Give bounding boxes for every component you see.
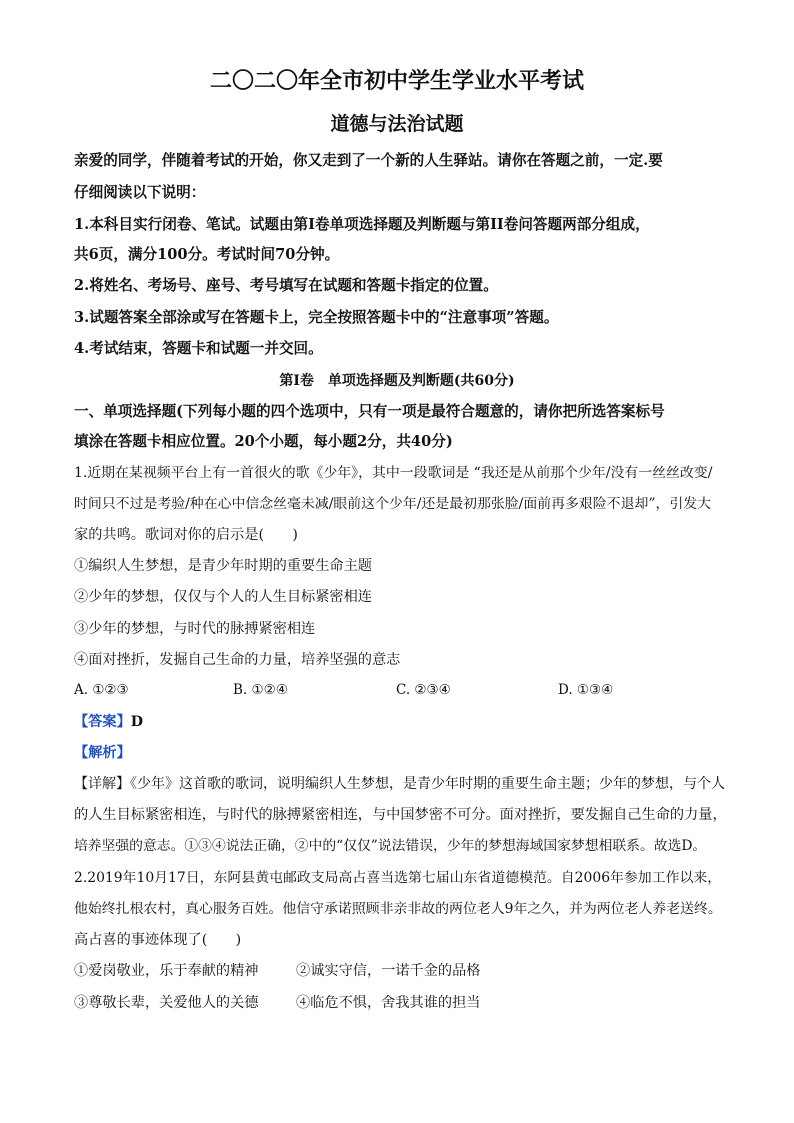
section-heading: 第Ⅰ卷 单项选择题及判断题(共60分)	[279, 373, 515, 389]
q1-answer-line	[74, 712, 143, 732]
detail-tag: 【详解】	[74, 776, 130, 792]
q1-option-d: D. ①③④	[558, 682, 614, 698]
q1-stem-line-3: 家的共鸣。歌词对你的启示是( )	[74, 527, 298, 543]
detail-text-1: 《少年》这首歌的歌词，说明编织人生梦想，是青少年时期的重要生命主题；少年的梦想，与个人	[130, 776, 725, 792]
q2-stem-line-1: 2.2019年10月17日，东阿县黄屯邮政支局高占喜当选第七届山东省道德模范。自2006年参加工作以来，	[74, 870, 722, 886]
part-1-instructions-line-1: 一、单项选择题(下列每小题的四个选项中，只有一项是最符合题意的，请你把所选答案标号	[74, 403, 665, 420]
analysis-tag: 【解析】	[74, 745, 131, 761]
rule-2: 2.将姓名、考场号、座号、考号填写在试题和答题卡指定的位置。	[74, 277, 498, 294]
q1-option-b: B. ①②④	[233, 682, 288, 698]
q1-detail-line-2: 的人生目标紧密相连，与时代的脉搏紧密相连，与中国梦密不可分。面对挫折，要发掘自己生命的力量，	[74, 807, 727, 823]
q1-item-3: ③少年的梦想，与时代的脉搏紧密相连	[74, 621, 316, 637]
q2-item-2: ②诚实守信，一诺千金的品格	[296, 963, 481, 979]
q1-item-1: ①编织人生梦想，是青少年时期的重要生命主题	[74, 558, 372, 574]
q2-item-1: ①爱岗敬业，乐于奉献的精神	[74, 963, 259, 979]
rule-3: 3.试题答案全部涂或写在答题卡上，完全按照答题卡中的“注意事项”答题。	[74, 309, 559, 326]
rule-1-line-1: 1.本科目实行闭卷、笔试。试题由第Ⅰ卷单项选择题及判断题与第II卷问答题两部分组成，	[74, 216, 650, 233]
q1-item-4: ④面对挫折，发掘自己生命的力量，培养坚强的意志	[74, 652, 401, 668]
answer-tag: 【答案】	[74, 714, 131, 730]
q1-option-c: C. ②③④	[396, 682, 451, 698]
intro-line-2: 仔细阅读以下说明：	[74, 184, 206, 201]
q1-detail-line-3: 培养坚强的意志。①③④说法正确，②中的“仅仅”说法错误，少年的梦想海域国家梦想相联系。故选D。	[74, 838, 707, 854]
q2-item-3: ③尊敬长辈，关爱他人的关德	[74, 995, 259, 1011]
q1-detail-line-1	[74, 774, 725, 794]
q1-analysis-line	[74, 743, 131, 763]
part-1-instructions-line-2: 填涂在答题卡相应位置。20个小题，每小题2分，共40分)	[74, 433, 453, 450]
exam-subject: 道德与法治试题	[330, 113, 464, 135]
q2-item-4: ④临危不惧，舍我其谁的担当	[296, 995, 481, 1011]
intro-line-1: 亲爱的同学，伴随着考试的开始，你又走到了一个新的人生驿站。请你在答题之前，一定.要	[74, 152, 663, 169]
exam-title: 二〇二〇年全市初中学生学业水平考试	[209, 68, 584, 94]
q1-stem-line-1: 1.近期在某视频平台上有一首很火的歌《少年》，其中一段歌词是 “我还是从前那个少年/没有一丝丝改变/	[74, 465, 713, 481]
q2-stem-line-3: 高占喜的事迹体现了( )	[74, 932, 242, 948]
rule-4: 4.考试结束，答题卡和试题一并交回。	[74, 340, 323, 357]
answer-value: D	[130, 714, 144, 730]
q1-option-a: A. ①②③	[74, 682, 129, 698]
q2-stem-line-2: 他始终扎根农村，真心服务百姓。他信守承诺照顾非亲非故的两位老人9年之久，并为两位老人养老送终。	[74, 901, 722, 917]
q1-item-2: ②少年的梦想，仅仅与个人的人生目标紧密相连	[74, 589, 372, 605]
rule-1-line-2: 共6页，满分100分。考试时间70分钟。	[74, 246, 340, 263]
q1-stem-line-2: 时间只不过是考验/种在心中信念丝毫未减/眼前这个少年/还是最初那张脸/面前再多艰险不退却”，引发大	[74, 496, 712, 512]
